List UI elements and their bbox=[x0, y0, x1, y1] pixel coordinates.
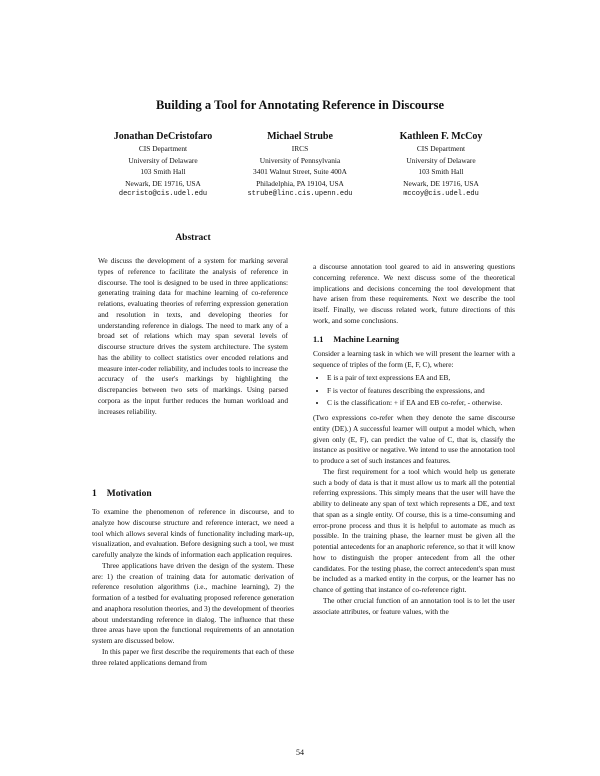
author-institution: University of Delaware bbox=[406, 155, 476, 165]
paragraph: Consider a learning task in which we will present the learner with a sequence of triples of the form (E, F, C), where: bbox=[313, 349, 515, 369]
author-address-line1: 103 Smith Hall bbox=[140, 167, 186, 177]
author-institution: University of Pennsylvania bbox=[259, 155, 341, 165]
author-address-line1: 103 Smith Hall bbox=[418, 167, 464, 177]
list-item: • C is the classification: + if EA and EB co-refer, - otherwise. bbox=[327, 398, 515, 409]
section-number: 1 bbox=[92, 489, 97, 499]
paragraph: a discourse annotation tool geared to aid in answering questions concerning reference. We next discuss some of the theoretical implications and decisions concerning the tool development that have arisen from these requirements. Next we describe the tool itself. Finally, we discuss related work, future directions of this work, and some conclusions. bbox=[313, 262, 515, 325]
author-dept: IRCS bbox=[291, 144, 309, 153]
author-name: Michael Strube bbox=[267, 131, 333, 142]
author-address-line2: Newark, DE 19716, USA bbox=[403, 178, 479, 188]
author-block-mccoy bbox=[366, 130, 516, 201]
triple-list bbox=[313, 373, 515, 409]
paragraph: To examine the phenomenon of reference in discourse, and to analyze how discourse structure and reference interact, we need a tool which allows several kinds of functionality including mark-up, visualization, and evaluation. Before designing such a tool, we must carefully analyze the kinds of information each application requires. bbox=[92, 507, 294, 559]
author-email: strube@linc.cis.upenn.edu bbox=[247, 190, 353, 199]
abstract-body bbox=[92, 256, 294, 417]
list-item: • E is a pair of text expressions EA and EB, bbox=[327, 373, 515, 384]
section-heading-motivation bbox=[92, 489, 162, 499]
author-institution: University of Delaware bbox=[128, 155, 198, 165]
section-title: Motivation bbox=[106, 489, 152, 499]
paragraph: In this paper we first describe the requirements that each of these three related applications demand from bbox=[92, 646, 294, 667]
abstract-text: We discuss the development of a system for marking several types of reference to facilitate the analysis of reference in discourse. The tool is designed to be used in three applications: generating training data for machine learning of co-reference relations, evaluating theories of referring expression generation and resolution in texts, and developing theories for understanding reference in dialogs. The need to mark any of a broad set of relations which may span several levels of discourse structure drives the system architecture. The system has the ability to collect statistics over encoded relations and measure inter-coder reliability, and includes tools to increase the accuracy of the user's markings by highlighting the discrepancies between two sets of markings. Using parsed corpora as the input further reduces the human workload and increases reliability. bbox=[98, 256, 288, 416]
author-address-line2: Philadelphia, PA 19104, USA bbox=[256, 178, 344, 188]
author-name: Jonathan DeCristofaro bbox=[113, 131, 213, 142]
page-number: 54 bbox=[296, 748, 304, 757]
author-block-strube bbox=[225, 130, 375, 201]
right-column bbox=[313, 262, 515, 617]
section-motivation-body bbox=[92, 507, 294, 668]
paragraph: The other crucial function of an annotation tool is to let the user associate attributes, or feature values, with the bbox=[313, 595, 515, 616]
paragraph: Three applications have driven the design of the system. These are: 1) the creation of training data for automatic derivation of reference resolution algorithms (i.e., machine learning), 2) the formation of a testbed for evaluating proposed reference generation and anaphora resolution theories, and 3) the development of theories about understanding reference in dialog. The influence that these three areas have upon the functional requirements of an annotation system are discussed below. bbox=[92, 560, 294, 645]
author-dept: CIS Department bbox=[416, 144, 466, 153]
paper-title: Building a Tool for Annotating Reference in Discourse bbox=[155, 98, 445, 112]
author-email: mccoy@cis.udel.edu bbox=[403, 190, 479, 199]
author-email: decristo@cis.udel.edu bbox=[118, 190, 208, 199]
author-address-line2: Newark, DE 19716, USA bbox=[125, 178, 201, 188]
author-dept: CIS Department bbox=[138, 144, 188, 153]
abstract-heading: Abstract bbox=[175, 233, 211, 243]
author-address-line1: 3401 Walnut Street, Suite 400A bbox=[253, 167, 347, 177]
subsection-title: Machine Learning bbox=[333, 334, 400, 344]
list-item: • F is vector of features describing the expressions, and bbox=[327, 386, 515, 397]
author-block-decristofaro bbox=[88, 130, 238, 201]
paragraph: The first requirement for a tool which would help us generate such a body of data is that it must allow us to mark all the potential referring expressions. This simply means that the user will have the ability to delineate any span of text which represents a DE, and text that span as a single entity. Of course, this is a time-consuming and error-prone process and thus it is helpful to automate as much as possible. In the training phase, the learner must be given all the potential antecedents for an anaphoric reference, so that it will know how to distinguish the proper antecedent from all the other candidates. For the testing phase, the correct antecedent's span must be included as a marked entity in the corpus, or the learner has no chance of getting that instance of co-reference right. bbox=[313, 466, 515, 594]
subsection-number: 1.1 bbox=[313, 334, 324, 344]
subsection-heading-machine-learning bbox=[313, 335, 515, 346]
author-name: Kathleen F. McCoy bbox=[399, 131, 483, 142]
paragraph: (Two expressions co-refer when they denote the same discourse entity (DE).) A successful learner will output a model which, when given only (E, F), can predict the value of C, that is, classify the instance as positive or negative. We intend to use the annotation tool to produce a set of such instances and features. bbox=[313, 413, 515, 465]
